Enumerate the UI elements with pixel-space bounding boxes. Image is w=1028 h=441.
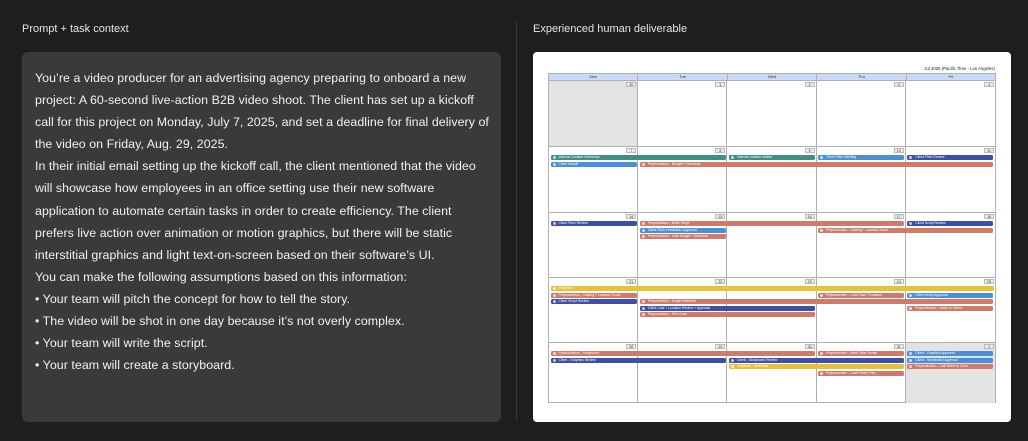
prompt-panel-label: Prompt + task context: [22, 23, 129, 35]
day-number: 3: [894, 82, 904, 87]
prompt-paragraph: In their initial email setting up the kickoff call, the client mentioned that the video will showcase how employees in an office setting use their new software application to automate certain tasks in order to create efficiency. The client prefers live action over animation or motion graphics, but there will be static interstitial graphics and light text-on-screen based on their software’s UI.: [35, 159, 476, 262]
calendar-event[interactable]: Client Pitch Review: [551, 221, 637, 226]
calendar-event[interactable]: Preproduction - Casting + Location Scout: [551, 293, 637, 298]
day-number: 15: [715, 214, 725, 219]
calendar-event[interactable]: Preproduction - Script to Talent: [907, 306, 993, 311]
prompt-card: [22, 52, 501, 422]
assumption-item: • The video will be shot in one day because it’s not overly complex.: [35, 314, 405, 329]
day-number: 30: [626, 82, 636, 87]
calendar-event[interactable]: Client Kickoff: [551, 162, 637, 167]
calendar-event[interactable]: Client Pitch Review: [907, 155, 993, 160]
weekday-header: Mon: [549, 74, 638, 80]
calendar-grid: [548, 73, 996, 403]
calendar-event[interactable]: Client Script Review: [551, 299, 637, 304]
calendar-week: [549, 80, 995, 146]
calendar-event[interactable]: Preproduction - Call Sheet to Crew: [907, 364, 993, 369]
calendar-event[interactable]: Preproduction - Write Script: [640, 221, 905, 226]
weekday-header: Wed: [728, 74, 817, 80]
calendar-week: [549, 342, 995, 403]
calendar-day-cell[interactable]: [727, 81, 816, 146]
day-number: 16: [805, 214, 815, 219]
calendar-week: [549, 212, 995, 277]
calendar-event[interactable]: Preproduction - Hire Crew: [640, 312, 815, 317]
day-number: 1: [715, 82, 725, 87]
calendar-event[interactable]: Client Pitch Feedback / Approval: [640, 228, 726, 233]
assumption-item: • Your team will pitch the concept for how to tell the story.: [35, 291, 351, 306]
calendar-event[interactable]: Preproduction - Lock Cast + Location: [818, 293, 904, 298]
calendar-day-cell[interactable]: [906, 81, 995, 146]
calendar-event[interactable]: Client - Graphics Approval: [907, 351, 993, 356]
day-number: 9: [805, 148, 815, 153]
deliverable-card: [533, 52, 1011, 422]
day-number: 22: [715, 279, 725, 284]
day-number: 7: [626, 148, 636, 153]
prompt-paragraph: You can make the following assumptions based on this information:: [35, 269, 407, 284]
calendar-event[interactable]: Client Cast + Location Review + Approval: [640, 306, 815, 311]
day-number: 10: [894, 148, 904, 153]
deliverable-panel-label: Experienced human deliverable: [533, 23, 688, 35]
weekday-header: Thu: [817, 74, 906, 80]
day-number: 8: [715, 148, 725, 153]
day-number: 31: [894, 344, 904, 349]
day-number: 30: [805, 344, 815, 349]
calendar-event[interactable]: Preproduction - Budget + Schedule: [640, 162, 994, 167]
calendar-event[interactable]: Preproduction - Book Gear Rental: [818, 351, 904, 356]
calendar-event[interactable]: Preproduction - Script Revisions: [640, 299, 994, 304]
day-number: 11: [984, 148, 994, 153]
day-number: 18: [984, 214, 994, 219]
calendar-event[interactable]: Internal Creative Workshop: [551, 155, 726, 160]
assumption-item: • Your team will write the script.: [35, 336, 208, 351]
calendar-day-cell[interactable]: [817, 81, 906, 146]
weekday-header: Fri: [948, 74, 954, 79]
calendar-week: [549, 146, 995, 212]
calendar-event[interactable]: Client - Storyboard Review: [729, 358, 904, 363]
day-number: 29: [715, 344, 725, 349]
calendar-event[interactable]: Preproduction - Storyboard: [551, 351, 816, 356]
assumption-item: • Your team will create a storyboard.: [35, 358, 235, 373]
calendar-day-cell[interactable]: [638, 81, 727, 146]
day-number: 24: [894, 279, 904, 284]
day-number: 21: [626, 279, 636, 284]
day-number: 1: [984, 344, 994, 349]
day-number: 4: [984, 82, 994, 87]
calendar-event[interactable]: Client Pitch Meeting: [818, 155, 904, 160]
day-number: 23: [805, 279, 815, 284]
calendar-event[interactable]: Client Script Review: [907, 221, 993, 226]
calendar-event[interactable]: Graphics: [551, 286, 994, 291]
calendar-event[interactable]: Preproduction - Casting + Location Scout: [818, 228, 993, 233]
prompt-text: [35, 67, 489, 376]
calendar-week: [549, 277, 995, 342]
calendar-event[interactable]: Client - Graphics Review: [551, 358, 726, 363]
weekday-header: Tue: [638, 74, 727, 80]
calendar-event[interactable]: Preproduction - Craft Sheet Prep: [818, 371, 904, 376]
calendar-event[interactable]: Graphics - Revisions: [729, 364, 904, 369]
day-number: 28: [626, 344, 636, 349]
day-number: 14: [626, 214, 636, 219]
calendar-title: Jul 2025 (Pacific Time - Los Angeles): [924, 66, 995, 71]
panel-divider: [516, 22, 517, 420]
day-number: 25: [984, 279, 994, 284]
calendar-event[interactable]: Internal creative review: [729, 155, 815, 160]
calendar-event[interactable]: Preproduction - Lock budget + Schedule: [640, 234, 726, 239]
prompt-paragraph: You’re a video producer for an advertising agency preparing to onboard a new project: A 60-second live-action B2B video shoot. The client has set up a kickoff call for this project on Monday, July 7, 2025, and set a deadline for final delivery of the video on Friday, Aug. 29, 2025.: [35, 71, 489, 152]
calendar-event[interactable]: Client Script Approval: [907, 293, 993, 298]
day-number: 17: [894, 214, 904, 219]
calendar-event[interactable]: Client - Storyboard Approval: [907, 358, 993, 363]
calendar-day-cell[interactable]: [549, 81, 638, 146]
day-number: 2: [805, 82, 815, 87]
